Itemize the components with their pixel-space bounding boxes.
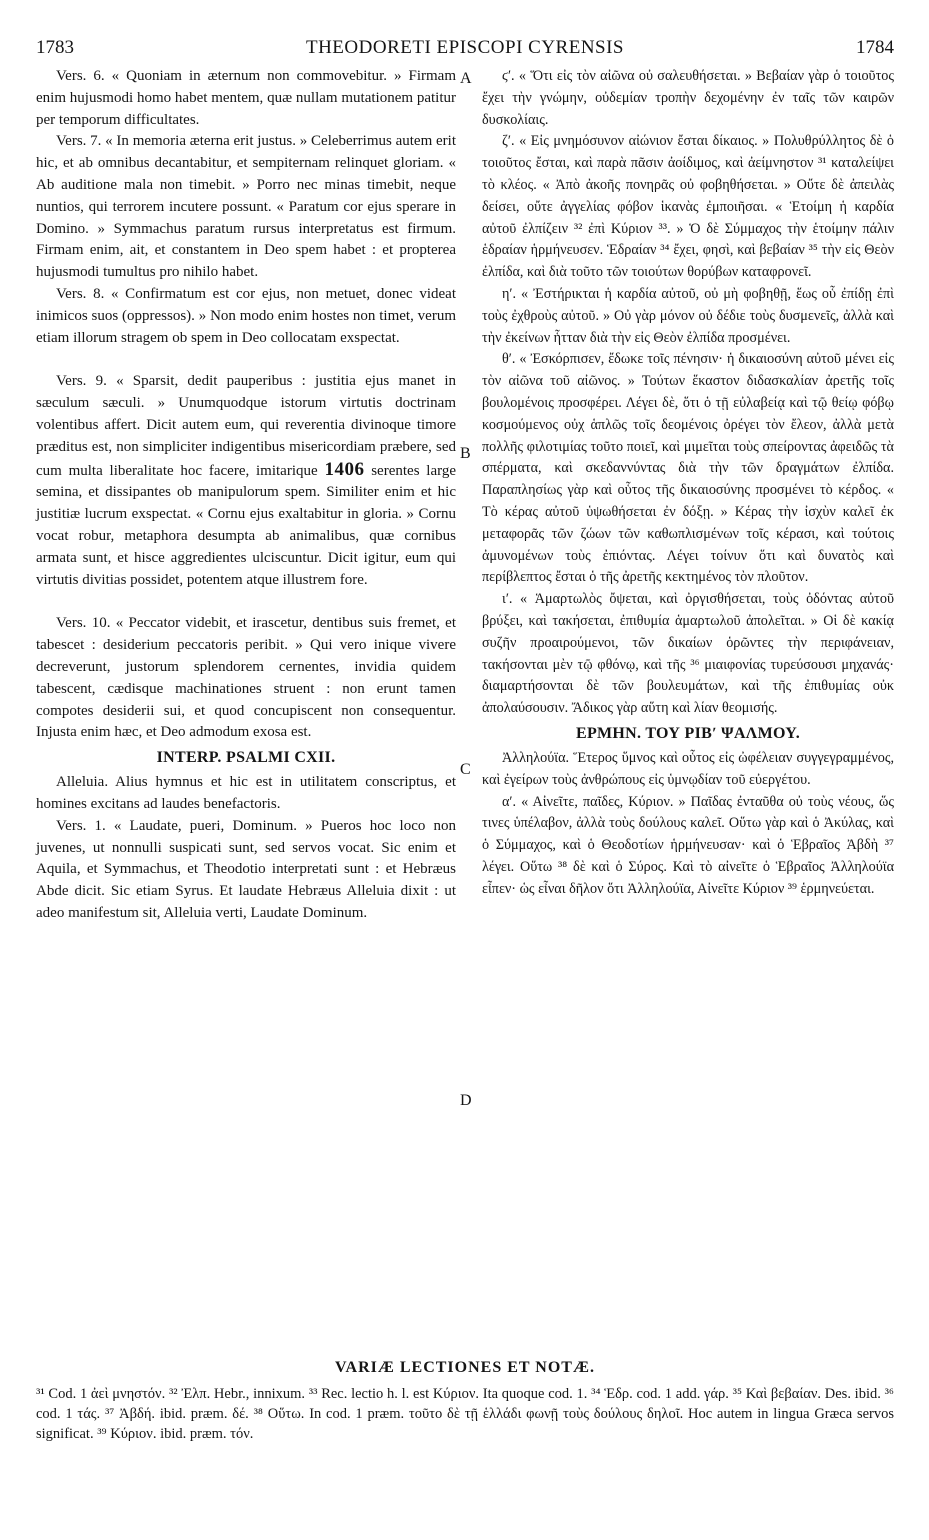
page-header — [36, 34, 894, 62]
greek-verse-8: ηʹ. « Ἐστήρικται ἡ καρδία αὐτοῦ, οὐ μὴ φοβηθῇ, ἕως οὗ ἐπίδῃ ἐπὶ τοὺς ἐχθροὺς αὐτοῦ. » Οὐ γὰρ μόνον οὐ δέδιε τοὺς δυσμενεῖς, ἀλλὰ καὶ τὴν ἐκείνων ἧτταν διὰ τὴν εἰς Θεὸν ἐλπίδα προσμένει. — [482, 285, 894, 346]
margin-letters — [460, 60, 478, 1160]
margin-letter-b: B — [460, 445, 471, 462]
greek-verse-10: ιʹ. « Ἁμαρτωλὸς ὄψεται, καὶ ὀργισθήσεται, τοὺς ὀδόντας αὐτοῦ βρύξει, καὶ τακήσεται, ἐπιθυμία ἁμαρτωλοῦ ἀπολεῖται. » Οἱ δὲ κακίᾳ συζῆν προαιρούμενοι, τῶν δικαίων ὁρῶντες τὴν περιφάνειαν, τακήσονται μὲν τῷ φθόνῳ, καὶ τῆς ³⁶ μιαιφονίας τυρεύσουσι μηχανάς· διαμαρτήσονται δὲ τῶν βουλευμάτων, καὶ τῆς ἐπιθυμίας οὐκ ἀπολαύσουσιν. Ἄδικος γὰρ αὕτη καὶ λίαν θεομισής. — [482, 591, 894, 717]
latin-column — [36, 66, 456, 925]
greek-alleluia: Ἀλληλούϊα. Ἕτερος ὕμνος καὶ οὗτος εἰς ὠφέλειαν συγγεγραμμένος, καὶ ἐγείρων τοὺς ἀνθρώπους εἰς ὑμνῳδίαν τοῦ εὐεργέτου. — [482, 749, 894, 788]
latin-section-heading: INTERP. PSALMI CXII. — [156, 749, 336, 767]
notes-text: ³¹ Cod. 1 ἀεὶ μνηστόν. ³² Ἐλπ. Hebr., innixum. ³³ Rec. lectio h. l. est Κύριον. Ita quoque cod. 1. ³⁴ Ἑδρ. cod. 1 add. γάρ. ³⁵ Καὶ βεβαίαν. Des. ibid. ³⁶ cod. 1 τάς. ³⁷ Ἀβδή. ibid. præm. δέ. ³⁸ Οὕτω. In cod. 1 præm. τοῦτο δὲ τῇ ἑλλάδι φωνῇ τοὺς δούλους δηλοῖ. Hoc autem in lingua Græca servos significat. ³⁹ Κύριον. ibid. præm. τόν. — [36, 1386, 894, 1442]
greek-verse-9: θʹ. « Ἐσκόρπισεν, ἔδωκε τοῖς πένησιν· ἡ δικαιοσύνη αὐτοῦ μένει εἰς τὸν αἰῶνα τοῦ αἰῶνος. » Τούτων ἕκαστον διδασκαλίαν ἀρετῆς τοῖς βουλομένοις προσφέρει. Λέγει δὲ, ὅτι ὁ τῇ εὐλαβείᾳ καὶ τῷ θείῳ φόβῳ κοσμούμενος οὐχ ἁπλῶς τοῖς δεομένοις ὀρέγει τὸν ἔλεον, ἀλλὰ μετὰ πολλῆς φιλοτιμίας τοῦτο ποιεῖ, καὶ μιμεῖται τοὺς σπείροντας ἀφειδῶς τὰ σπέρματα, καὶ σκεδαννύντας διὰ τὴν τῶν δραγμάτων ἐλπίδα. Παραπλησίως γὰρ καὶ οὗτος τῆς δικαιοσύνης προσμένει τὸ κέρδος. « Τὸ κέρας αὐτοῦ ὑψωθήσεται ἐν δόξῃ. » Κέρας τὴν ἰσχὺν καλεῖ ἐκ μεταφορᾶς τῶν ζώων τῶν καθωπλισμένων τοῖς κέρασι, καὶ τούτοις ἀμυνομένων τοὺς ἐπιόντας. Λέγει τοίνυν ὅτι καὶ δυνατὸς καὶ περίβλεπτος ἔσται ὁ τῆς ἀρετῆς κεκτημένος τὸν πλοῦτον. — [482, 351, 894, 586]
latin-verse-9-part-a: Vers. 9. « Sparsit, dedit pauperibus : justitia ejus manet in sæculum sæculi. » Unumquodque istorum virtutis doctrinam volentibus affert. Dicit autem eum, qui reverentia divinoque timore præditus est, non simpliciter indigentibus misericordiam præbere, sed cum multa liberalitate hoc facere, imitarique — [36, 373, 456, 479]
latin-verse-7: Vers. 7. « In memoria æterna erit justus. » Celeberrimus autem erit hic, et ab omnibus decantabitur, et sempiternam relinquet gloriam. « Ab auditione mala non timebit. » Porro nec minas timebit, neque nuntios, qui terrorem incutere possunt. « Paratum cor ejus sperare in Domino. » Symmachus paratum rursus interpretatus est firmum. Firmam enim, ait, et constantem in Deo spem habet : et propterea hujusmodi tumultus pro nihilo habet. — [36, 133, 456, 281]
page-number-left: 1783 — [36, 37, 74, 58]
greek-psalm-verse-1: αʹ. « Αἰνεῖτε, παῖδες, Κύριον. » Παῖδας ἐνταῦθα οὐ τοὺς νέους, ὥς τινες ὑπέλαβον, ἀλλὰ τοὺς δούλους καλεῖ. Οὕτω γὰρ καὶ ὁ Ἀκύλας, καὶ ὁ Σύμμαχος, καὶ ὁ Θεοδοτίων ἡρμήνευσαν· καὶ ὁ Ἑβραῖος Ἀβδὴ ³⁷ λέγει. Οὕτω ³⁸ δὲ καὶ ὁ Σύρος. Καὶ τὸ αἰνεῖτε ὁ Ἑβραῖος Ἀλληλούϊα εἶπεν· ὡς εἶναι δῆλον ὅτι Ἀλληλούϊα, Αἰνεῖτε Κύριον ³⁹ ἑρμηνεύεται. — [482, 793, 894, 897]
margin-letter-c: C — [460, 761, 471, 778]
greek-column — [482, 66, 894, 900]
notes-title: VARIÆ LECTIONES ET NOTÆ. — [335, 1359, 595, 1376]
latin-verse-9-part-b: serentes large semina, et dissipantes ob manipulorum spem. Similiter enim et hic justitiæ lucrum exspectat. « Cornu ejus exaltabitur in gloria. » Cornu vocat robur, metaphora desumpta ab animalibus, quæ cornibus armata sunt, et hisce aggredientes ulciscuntur. Dicit igitur, eum qui virtutis divitias possidet, potentem atque illustrem fore. — [36, 462, 457, 588]
greek-verse-6: ϛʹ. « Ὅτι εἰς τὸν αἰῶνα οὐ σαλευθήσεται. » Βεβαίαν γὰρ ὁ τοιοῦτος ἔχει τὴν γνώμην, οὐδεμίαν τροπὴν δεχομένην ἐν ταῖς τῶν καιρῶν δυσκολίαις. — [482, 68, 894, 128]
margin-letter-d: D — [460, 1092, 472, 1109]
latin-alleluia: Alleluia. Alius hymnus et hic est in utilitatem conscriptus, et homines excitans ad laudes benefactoris. — [36, 774, 456, 812]
running-title: THEODORETI EPISCOPI CYRENSIS — [305, 37, 625, 58]
latin-verse-9 — [36, 371, 456, 591]
latin-verse-8: Vers. 8. « Confirmatum est cor ejus, non metuet, donec videat inimicos suos (oppressos). » Non modo enim hostes non timet, verum etiam illorum stragem ob spem in Deo collocatam exspectat. — [36, 285, 456, 346]
page-number-right: 1784 — [856, 37, 894, 58]
greek-verse-7: ζʹ. « Εἰς μνημόσυνον αἰώνιον ἔσται δίκαιος. » Πολυθρύλλητος δὲ ὁ τοιοῦτος ἔσται, καὶ παρὰ πᾶσιν ἀοίδιμος, καὶ ἀείμνηστον ³¹ καταλείψει τὸ κλέος. « Ἀπὸ ἀκοῆς πονηρᾶς οὐ φοβηθήσεται. » Οὔτε δὲ ἀπειλὰς δείσει, οὔτε ἀγγελίας φόβον ἱκανὰς ἐμποιῆσαι. « Ἑτοίμη ἡ καρδία αὐτοῦ ἐλπίζειν ³² ἐπὶ Κύριον ³³. » Ὁ δὲ Σύμμαχος τὴν ἑτοίμην πάλιν ἑδραίαν ἡρμήνευσεν. Ἑδραίαν ³⁴ ἔχει, φησὶ, καὶ βεβαίαν ³⁵ τὴν εἰς Θεὸν ἐλπίδα, καὶ διὰ τοῦτο τῶν τοιούτων θορύβων καταφρονεῖ. — [482, 133, 894, 281]
latin-psalm-verse-1: Vers. 1. « Laudate, pueri, Dominum. » Pueros hoc loco non juvenes, ut nonnulli suspicati sunt, sed servos vocat. Sic enim et Aquila, et Symmachus, et Theodotio interpretati sunt : et Hebræus Abde dicit. Sic etiam Syrus. Et laudate Hebræus Alleluia dixit : ut adeo manifestum sit, Alleluia verti, Laudate Dominum. — [36, 817, 456, 921]
variant-readings-notes — [36, 1358, 894, 1444]
greek-section-heading: ΕΡΜΗΝ. ΤΟΥ ΡΙΒʹ ΨΑΛΜΟΥ. — [575, 724, 801, 742]
margin-letter-a: A — [460, 70, 472, 87]
latin-verse-10: Vers. 10. « Peccator videbit, et irascetur, dentibus suis fremet, et tabescet : desiderium peccatoris peribit. » Qui vero inique vivere decreverunt, justorum splendorem cernentes, invidia quidem tabescent, cædisque machinationes struent : non erunt tamen compotes desiderii sui, et quod concupiscent non consequentur. Injusta enim hæc, et Deo admodum exosa est. — [36, 615, 456, 741]
column-number: 1406 — [324, 458, 365, 480]
latin-verse-6: Vers. 6. « Quoniam in æternum non commovebitur. » Firmam enim hujusmodi homo habet mentem, quæ nullam mutationem patitur per temporum difficultates. — [36, 68, 456, 128]
